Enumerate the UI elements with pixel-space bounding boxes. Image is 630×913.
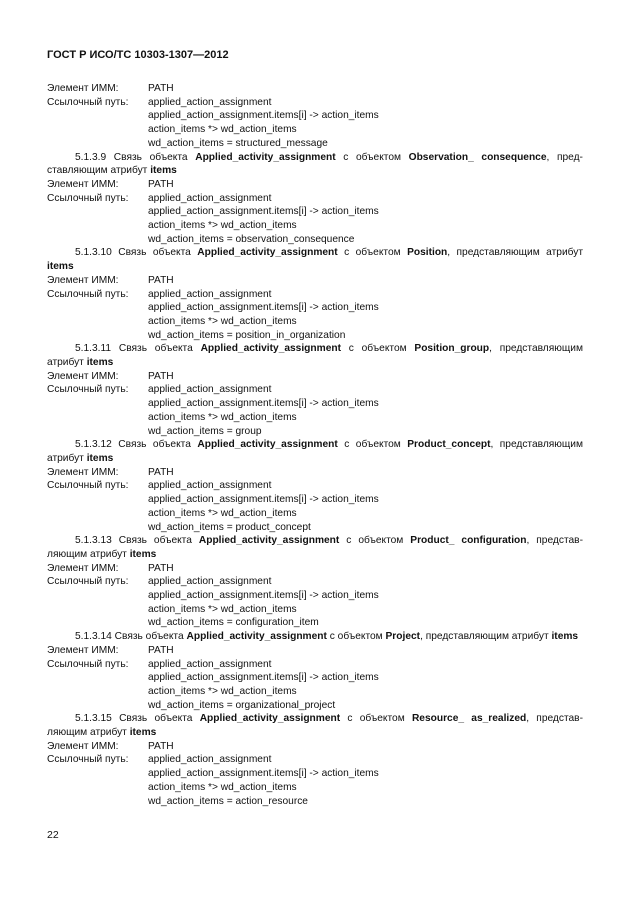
heading-mid: с объектом — [329, 631, 383, 643]
element-value: PATH — [148, 644, 174, 656]
heading-num: 5.1.3.13 — [75, 535, 112, 547]
ref-path-label: Ссылочный путь: — [47, 96, 129, 108]
heading-num: 5.1.3.10 — [75, 247, 112, 259]
path-line: action_items *> wd_action_items — [148, 685, 297, 697]
element-value: PATH — [148, 740, 174, 752]
path-line: applied_action_assignment.items[i] -> action_items — [148, 110, 379, 122]
heading-attr: items — [129, 548, 157, 560]
heading-pre: Связь объекта — [118, 439, 191, 451]
heading-post: , представляющим атрибут — [47, 343, 583, 369]
heading-num: 5.1.3.11 — [75, 343, 112, 355]
section-heading — [47, 246, 583, 273]
path-line: action_items *> wd_action_items — [148, 315, 297, 327]
path-line: applied_action_assignment.items[i] -> action_items — [148, 672, 379, 684]
element-value: PATH — [148, 178, 174, 190]
document-header: ГОСТ Р ИСО/ТС 10303-1307—2012 — [47, 49, 229, 61]
heading-mid: с объектом — [344, 439, 401, 451]
mapping-block — [47, 82, 583, 151]
section-heading — [47, 342, 583, 369]
heading-target: Product_concept — [407, 439, 491, 451]
path-line: wd_action_items = product_concept — [148, 521, 311, 533]
path-line: applied_action_assignment — [148, 576, 272, 588]
heading-entity: Applied_activity_assignment — [197, 439, 338, 451]
heading-attr: items — [129, 727, 157, 739]
heading-num: 5.1.3.9 — [75, 151, 107, 163]
mapping-block — [47, 246, 583, 342]
heading-post: , пред-ставляющим атрибут — [47, 151, 583, 177]
mapping-block — [47, 712, 583, 808]
heading-pre: Связь объекта — [118, 343, 193, 355]
element-value: PATH — [148, 466, 174, 478]
heading-entity: Applied_activity_assignment — [198, 535, 340, 547]
heading-mid: с объектом — [343, 151, 402, 163]
heading-post: , представ-ляющим атрибут — [47, 713, 583, 739]
mapping-block — [47, 630, 583, 712]
heading-post: , представ-ляющим атрибут — [47, 535, 583, 560]
heading-attr: items — [86, 357, 114, 369]
element-value: PATH — [148, 370, 174, 382]
heading-mid: с объектом — [348, 343, 407, 355]
heading-entity: Applied_activity_assignment — [200, 343, 341, 355]
element-row — [47, 274, 583, 288]
path-line: action_items *> wd_action_items — [148, 411, 297, 423]
ref-path-row — [47, 96, 583, 110]
ref-path-label: Ссылочный путь: — [47, 576, 129, 588]
ref-path-row — [47, 383, 583, 397]
element-value: PATH — [148, 274, 174, 286]
mapping-block — [47, 438, 583, 534]
heading-target: Project — [385, 631, 421, 643]
heading-pre: Связь объекта — [114, 631, 184, 643]
path-line: applied_action_assignment.items[i] -> action_items — [148, 206, 379, 218]
section-heading — [47, 151, 583, 178]
page-number: 22 — [47, 829, 59, 841]
heading-target: Product_ configuration — [410, 535, 527, 547]
path-line: applied_action_assignment — [148, 192, 272, 204]
element-row — [47, 466, 583, 480]
path-line: wd_action_items = group — [148, 425, 262, 437]
heading-target: Observation_ consequence — [408, 151, 547, 163]
ref-path-row — [47, 479, 583, 493]
heading-attr: items — [551, 631, 579, 643]
document-body — [47, 82, 583, 808]
element-row — [47, 82, 583, 96]
path-line: applied_action_assignment — [148, 384, 272, 396]
heading-post: , представляющим атрибут — [420, 631, 549, 643]
ref-path-label: Ссылочный путь: — [47, 288, 129, 300]
heading-post: , представляющим атрибут — [47, 439, 584, 464]
heading-target: Position_group — [414, 343, 490, 355]
section-heading — [47, 438, 583, 465]
ref-path-label: Ссылочный путь: — [47, 480, 129, 492]
heading-num: 5.1.3.14 — [75, 631, 112, 643]
heading-entity: Applied_activity_assignment — [197, 247, 338, 259]
mapping-block — [47, 342, 583, 438]
heading-pre: Связь объекта — [113, 151, 188, 163]
element-label: Элемент ИММ: — [47, 370, 119, 382]
heading-entity: Applied_activity_assignment — [195, 151, 336, 163]
element-row — [47, 644, 583, 658]
element-row — [47, 562, 583, 576]
ref-path-label: Ссылочный путь: — [47, 384, 129, 396]
element-label: Элемент ИММ: — [47, 83, 119, 94]
heading-mid: с объектом — [346, 535, 404, 547]
heading-entity: Applied_activity_assignment — [186, 631, 327, 643]
path-line: applied_action_assignment — [148, 96, 272, 108]
heading-pre: Связь объекта — [119, 713, 193, 725]
heading-attr: items — [150, 165, 177, 177]
path-line: wd_action_items = organizational_project — [148, 699, 336, 711]
element-label: Элемент ИММ: — [47, 466, 119, 478]
ref-path-row — [47, 575, 583, 589]
path-line: wd_action_items = action_resource — [148, 795, 308, 807]
ref-path-row — [47, 288, 583, 302]
path-line: wd_action_items = structured_message — [148, 137, 328, 149]
heading-post: , представляющим атрибут — [447, 247, 584, 259]
section-heading — [47, 630, 583, 644]
path-line: applied_action_assignment.items[i] -> action_items — [148, 398, 379, 410]
ref-path-label: Ссылочный путь: — [47, 754, 129, 766]
element-label: Элемент ИММ: — [47, 562, 119, 574]
section-heading — [47, 712, 583, 739]
element-label: Элемент ИММ: — [47, 178, 119, 190]
ref-path-row — [47, 753, 583, 767]
path-line: applied_action_assignment — [148, 480, 272, 492]
heading-target: Position — [407, 247, 448, 259]
heading-num: 5.1.3.12 — [75, 439, 112, 451]
path-line: action_items *> wd_action_items — [148, 220, 297, 232]
heading-target: Resource_ as_realized — [411, 713, 527, 725]
heading-mid: с объектом — [347, 713, 405, 725]
path-line: applied_action_assignment.items[i] -> action_items — [148, 494, 379, 506]
path-line: action_items *> wd_action_items — [148, 781, 297, 793]
path-line: applied_action_assignment — [148, 754, 272, 766]
element-label: Элемент ИММ: — [47, 274, 119, 286]
path-line: wd_action_items = configuration_item — [148, 617, 319, 629]
mapping-block — [47, 151, 583, 247]
ref-path-row — [47, 192, 583, 206]
heading-num: 5.1.3.15 — [75, 713, 112, 725]
heading-attr: items — [86, 452, 114, 464]
ref-path-row — [47, 658, 583, 672]
element-label: Элемент ИММ: — [47, 644, 119, 656]
path-line: applied_action_assignment.items[i] -> action_items — [148, 302, 379, 314]
heading-entity: Applied_activity_assignment — [199, 713, 341, 725]
section-heading — [47, 534, 583, 561]
heading-mid: с объектом — [344, 247, 401, 259]
ref-path-label: Ссылочный путь: — [47, 658, 129, 670]
element-row — [47, 370, 583, 384]
path-line: action_items *> wd_action_items — [148, 124, 297, 136]
element-label: Элемент ИММ: — [47, 740, 119, 752]
path-line: applied_action_assignment.items[i] -> action_items — [148, 768, 379, 780]
path-line: wd_action_items = position_in_organization — [148, 329, 346, 341]
heading-pre: Связь объекта — [118, 535, 192, 547]
path-line: wd_action_items = observation_consequence — [148, 233, 355, 245]
path-line: applied_action_assignment — [148, 288, 272, 300]
ref-path-label: Ссылочный путь: — [47, 192, 129, 204]
path-line: action_items *> wd_action_items — [148, 603, 297, 615]
path-line: applied_action_assignment — [148, 658, 272, 670]
element-value: PATH — [148, 83, 174, 94]
heading-pre: Связь объекта — [118, 247, 191, 259]
element-row — [47, 178, 583, 192]
heading-attr: items — [47, 261, 74, 273]
element-row — [47, 740, 583, 754]
path-line: action_items *> wd_action_items — [148, 507, 297, 519]
path-line: applied_action_assignment.items[i] -> action_items — [148, 590, 379, 602]
element-value: PATH — [148, 562, 174, 574]
mapping-block — [47, 534, 583, 630]
